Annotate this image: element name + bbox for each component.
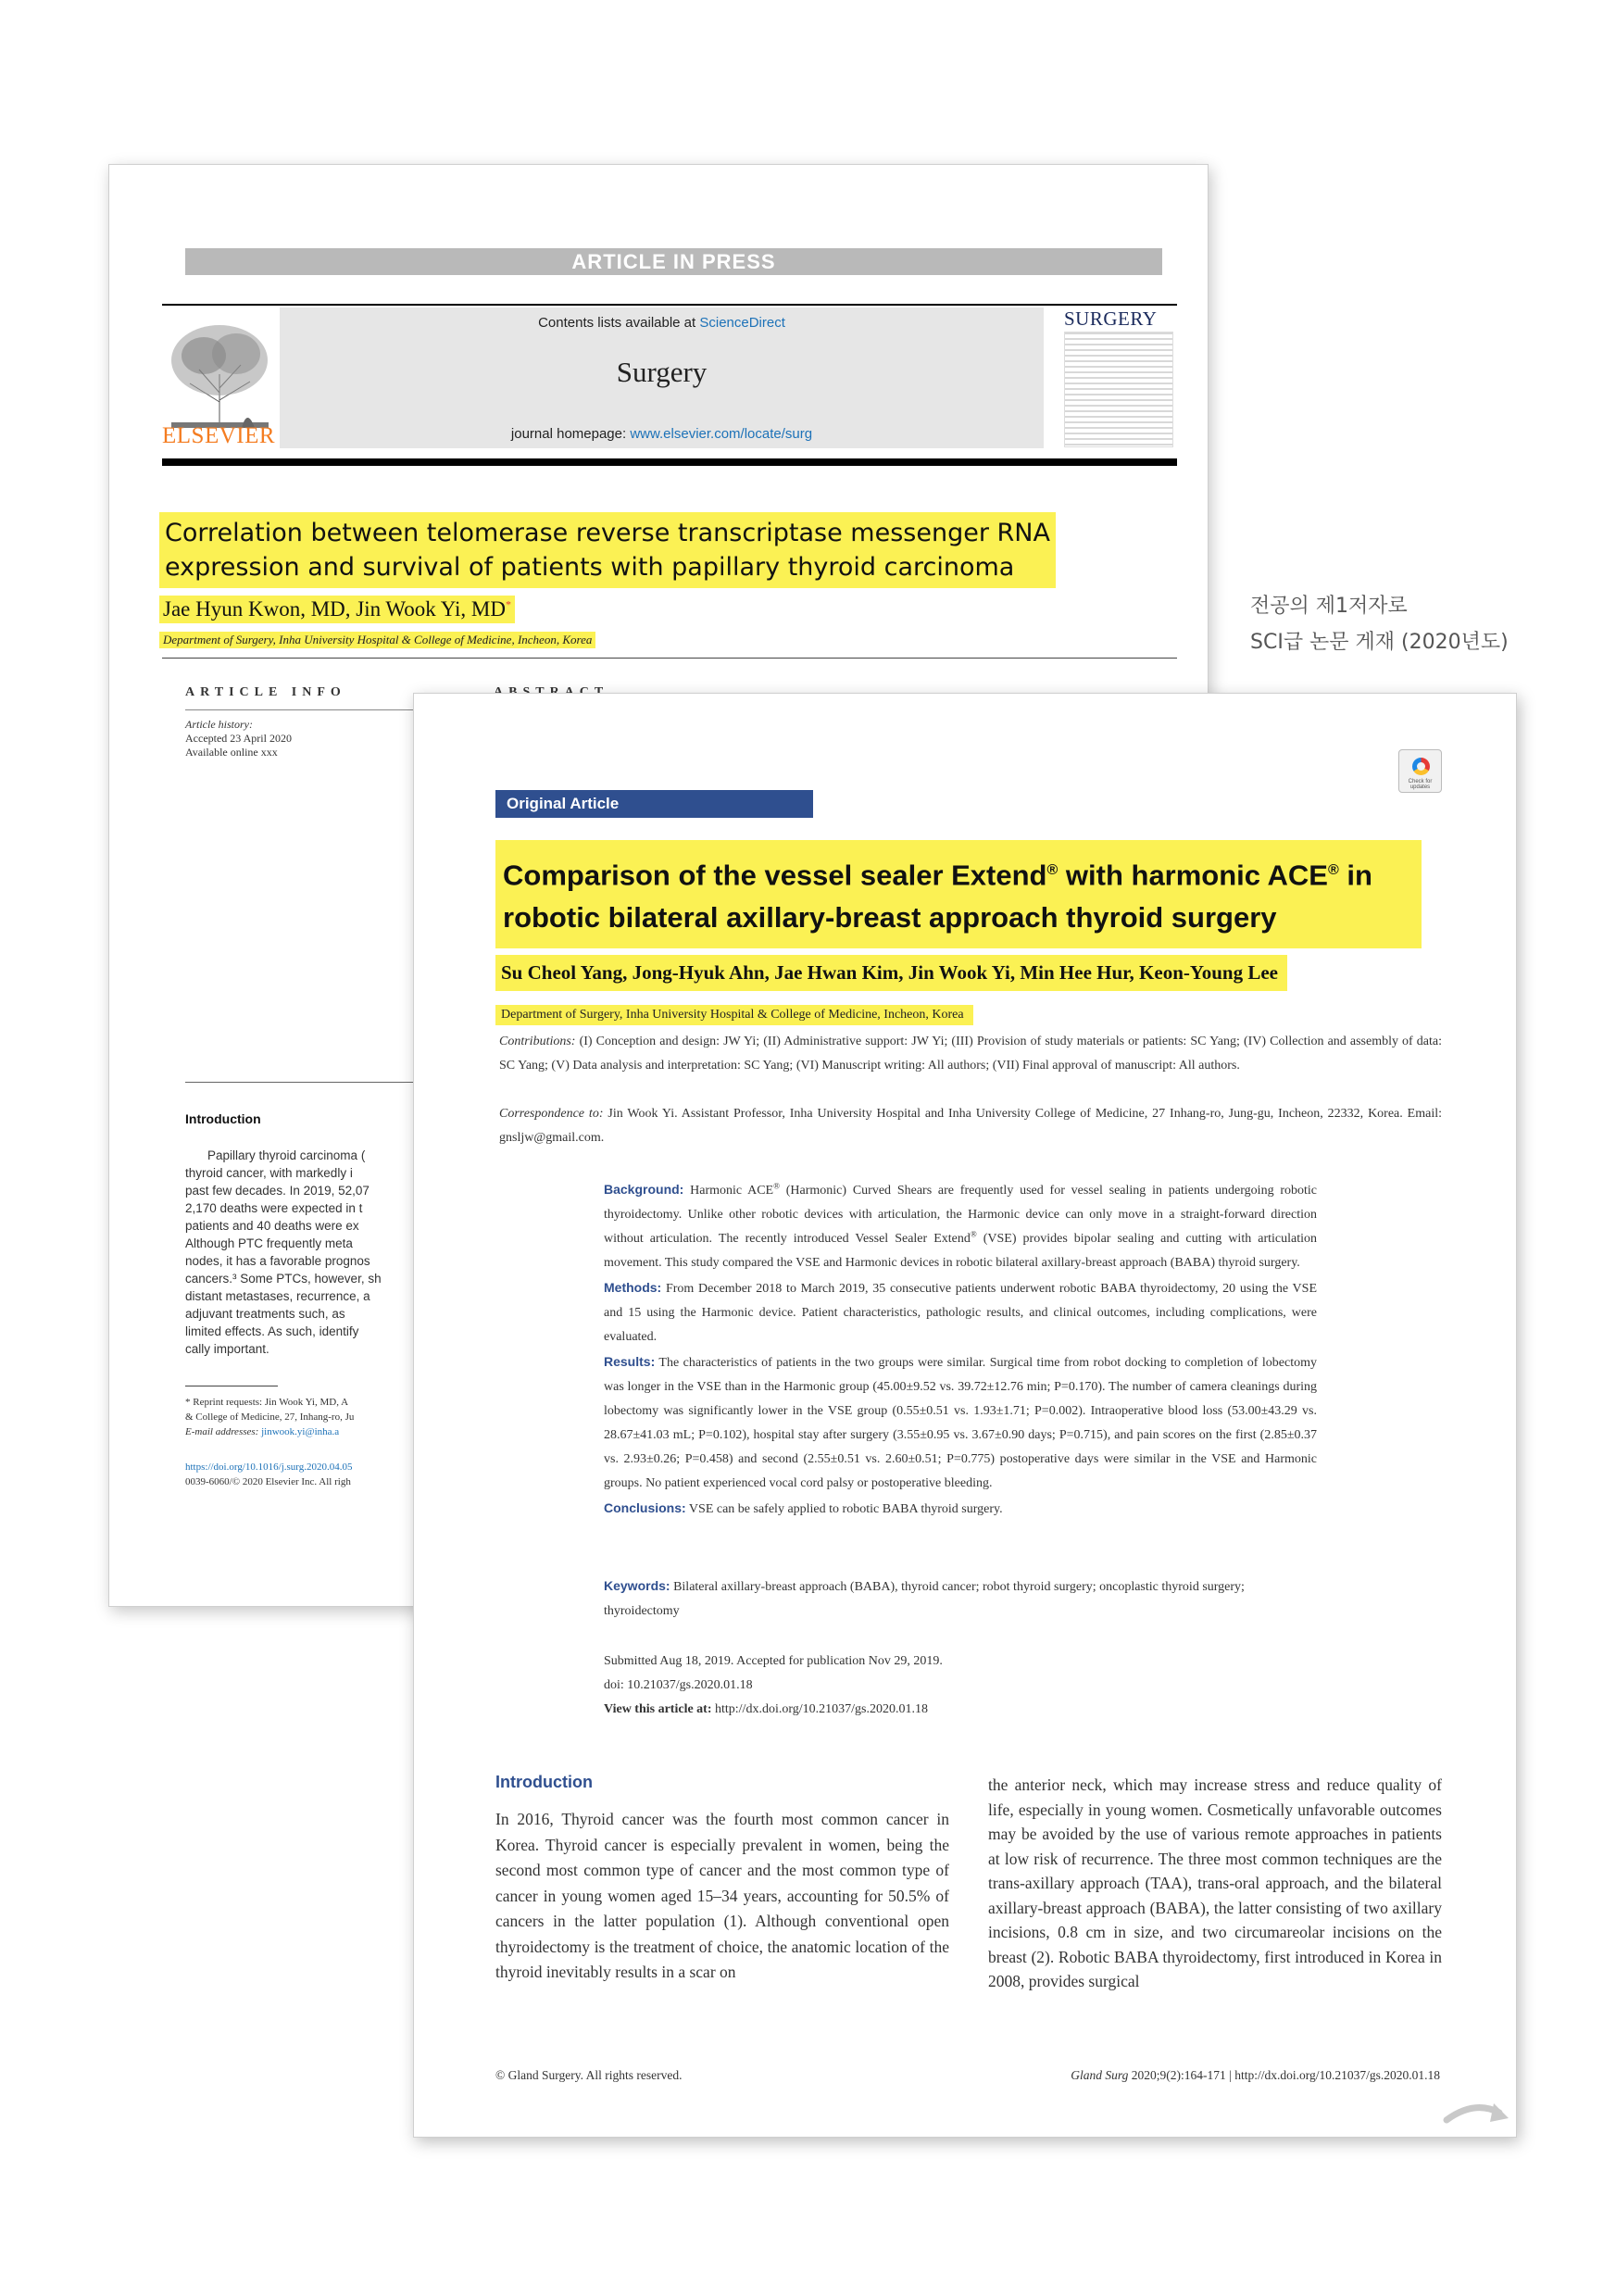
front-article-affiliation: Department of Surgery, Inha University Hospital & College of Medicine, Incheon, Korea [495,1005,973,1025]
back-title-line2: expression and survival of patients with papillary thyroid carcinoma [165,553,1015,582]
background-text-c: (VSE) provides bipolar sealing and cutting with articulation movement. This study compared the VSE and Harmonic devices in robotic bilateral axillary-breast approach (BABA) thyroid surgery. [604,1232,1317,1270]
background-label: Background: [604,1182,684,1197]
elsevier-tree-logo-icon [162,319,278,434]
back-article-authors [159,596,515,623]
homepage-link[interactable]: www.elsevier.com/locate/surg [630,426,813,442]
correspondence-label: Correspondence to: [499,1107,604,1121]
intro-line: Although PTC frequently meta [185,1236,353,1250]
article-history [185,718,292,759]
abstract-block [604,1177,1317,1522]
conclusions-label: Conclusions: [604,1500,686,1515]
registered-mark: ® [1327,862,1339,878]
methods-label: Methods: [604,1280,662,1295]
intro-line: limited effects. As such, identify [185,1324,359,1338]
keywords-label: Keywords: [604,1578,670,1593]
intro-line: thyroid cancer, with markedly i [185,1166,353,1180]
front-article-title [495,840,1422,948]
submission-info [604,1650,943,1722]
abstract-methods [604,1275,1317,1349]
keywords-text: Bilateral axillary-breast approach (BABA), thyroid cancer; robot thyroid surgery; oncoplastic thyroid surgery; thyroidectomy [604,1580,1245,1618]
abstract-conclusions [604,1496,1317,1522]
article-info-heading: ARTICLE INFO [185,685,346,699]
abstract-background [604,1177,1317,1275]
title-part1: Comparison of the vessel sealer Extend [503,859,1047,892]
intro-line: past few decades. In 2019, 52,07 [185,1184,370,1198]
back-doi-link[interactable]: https://doi.org/10.1016/j.surg.2020.04.05 [185,1462,353,1473]
intro-line: distant metastases, recurrence, a [185,1289,370,1303]
header-rule [162,458,1177,466]
reprint-line: & College of Medicine, 27, Inhang-ro, Ju [185,1411,355,1423]
journal-title: Surgery [616,356,708,388]
footer-journal: Gland Surg [1071,2068,1129,2082]
view-url-link[interactable]: http://dx.doi.org/10.21037/gs.2020.01.18 [715,1702,928,1716]
background-text-b: (Harmonic) Curved Shears are frequently used for vessel sealing in patients undergoing robotic thyroidectomy. Unlike other robotic devices with articulation, the Harmonic device can only move in a straight-forward direction without articulation. The recently introduced Vessel Sealer Extend [604,1184,1318,1246]
article-in-press-banner: ARTICLE IN PRESS [185,248,1162,275]
homepage-line [280,426,1044,442]
check-for-updates-badge[interactable] [1398,749,1442,793]
intro-line: adjuvant treatments such, as [185,1307,345,1321]
contents-line [280,315,1044,331]
view-article-line [604,1698,943,1722]
back-article-title [159,512,1056,588]
back-copyright: 0039-6060/© 2020 Elsevier Inc. All righ [185,1476,351,1487]
correspondence [499,1102,1442,1150]
contributions-text: (I) Conception and design: JW Yi; (II) Administrative support: JW Yi; (III) Provision of study materials or patients: SC Yang; (IV) Collection and assembly of data: SC Yang; (V) Data analysis and interpretation: SC Yang; (VI) Manuscript writing: All authors; (VII) Final approval of manuscript: All authors. [499,1035,1443,1073]
back-intro-heading: Introduction [185,1111,261,1126]
caption-line1: 전공의 제1저자로 [1250,595,1408,618]
view-label: View this article at: [604,1702,712,1716]
check-updates-label: Check for updates [1408,779,1433,790]
front-article-page [413,693,1517,2138]
footer-citation [1071,2068,1440,2083]
check-updates-icon [1412,758,1430,775]
abstract-results [604,1349,1317,1496]
back-doi-block [185,1460,353,1489]
intro-line: cally important. [185,1342,269,1356]
intro-line: 2,170 deaths were expected in t [185,1201,363,1215]
footer-citation-text: 2020;9(2):164-171 | http://dx.doi.org/10.21037/gs.2020.01.18 [1128,2068,1440,2082]
submitted-dates: Submitted Aug 18, 2019. Accepted for publication Nov 29, 2019. [604,1654,943,1668]
journal-header-box [280,307,1044,448]
divider [162,658,1177,659]
front-article-authors: Su Cheol Yang, Jong-Hyuk Ahn, Jae Hwan Kim, Jin Wook Yi, Min Hee Hur, Keon-Young Lee [495,955,1287,991]
title-part3: in robotic bilateral axillary-breast approach thyroid surgery [503,859,1372,935]
email-link[interactable]: jinwook.yi@inha.a [261,1426,340,1437]
reprint-line: * Reprint requests: Jin Wook Yi, MD, A [185,1397,349,1408]
intro-column-right: the anterior neck, which may increase stress and reduce quality of life, especially in young women. Cosmetically unfavorable outcomes may be avoided by the use of various remote approaches in patients at low risk of recurrence. The three most common techniques are the trans-axillary approach (TAA), trans-oral approach, and the bilateral axillary-breast approach (BABA), the latter consisting of two axillary incisions, 0.8 cm in size, and two circumareolar incisions on the breast (2). Robotic BABA thyroidectomy, first introduced in Korea in 2008, provides surgical [988,1775,1442,1990]
conclusions-text: VSE can be safely applied to robotic BABA thyroid surgery. [688,1502,1003,1516]
journal-cover-thumbnail [1064,332,1173,447]
intro-column-left: In 2016, Thyroid cancer was the fourth most common cancer in Korea. Thyroid cancer is especially prevalent in women, being the second most common type of cancer and the most common type of cancer in young women aged 15–34 years, accounting for 50.5% of cancers in the latter population (1). Although conventional open thyroidectomy is the treatment of choice, the anatomic location of the thyroid inevitably results in a scar on [495,1810,949,1981]
back-title-line1: Correlation between telomerase reverse transcriptase messenger RNA [165,519,1050,547]
registered-mark: ® [1046,862,1059,878]
results-label: Results: [604,1354,656,1369]
correspondence-text: Jin Wook Yi. Assistant Professor, Inha University Hospital and Inha University College of Medicine, 27 Inhang-ro, Jung-gu, Incheon, 22332, Korea. Email: gnsljw@gmail.com. [499,1107,1443,1145]
email-label: E-mail addresses: [185,1426,259,1437]
keywords [604,1574,1317,1624]
accepted-date: Accepted 23 April 2020 [185,732,292,745]
contributions-label: Contributions: [499,1035,576,1048]
back-article-affiliation: Department of Surgery, Inha University Hospital & College of Medicine, Incheon, Korea [159,632,595,648]
front-doi: doi: 10.21037/gs.2020.01.18 [604,1678,753,1692]
journal-header [162,304,1177,448]
history-label: Article history: [185,718,253,731]
homepage-prefix: journal homepage: [510,426,627,442]
korean-caption [1250,588,1509,660]
background-text-a: Harmonic ACE [690,1184,774,1198]
intro-line: Papillary thyroid carcinoma ( [207,1148,366,1162]
back-authors-text: Jae Hyun Kwon, MD, Jin Wook Yi, MD [163,597,506,621]
available-online: Available online xxx [185,746,278,759]
author-mark: * [506,597,511,611]
contributions [499,1030,1442,1078]
intro-line: cancers.³ Some PTCs, however, sh [185,1272,382,1286]
registered-mark: ® [773,1181,780,1191]
sciencedirect-link[interactable]: ScienceDirect [699,315,785,331]
caption-line2: SCI급 논문 게재 (2020년도) [1250,631,1509,654]
registered-mark: ® [970,1229,977,1239]
intro-line: nodes, it has a favorable prognos [185,1254,370,1268]
footer-copyright: © Gland Surgery. All rights reserved. [495,2068,683,2082]
surgery-journal-brand: SURGERY [1064,307,1158,330]
page-curl-arrow-icon [1442,2083,1516,2138]
contents-prefix: Contents lists available at [538,315,696,331]
methods-text: From December 2018 to March 2019, 35 consecutive patients underwent robotic BABA thyroidectomy, 20 using the VSE and 15 using the Harmonic device. Patient characteristics, pathologic results, and clinical outcomes, including complications, were evaluated. [604,1282,1318,1344]
intro-line: patients and 40 deaths were ex [185,1219,359,1233]
article-type-badge: Original Article [495,790,813,818]
elsevier-wordmark: ELSEVIER [162,423,276,448]
results-text: The characteristics of patients in the two groups were similar. Surgical time from robot docking to completion of lobectomy was longer in the VSE than in the Harmonic group (45.00±9.52 vs. 39.72±12.76 min; P=0.170). The number of camera cleanings during lobectomy was significantly lower in the VSE group (0.55±0.51 vs. 1.93±1.71; P=0.002). Intraoperative blood loss (53.00±43.29 vs. 28.67±41.03 mL; P=0.102), hospital stay after surgery (3.55±0.95 vs. 3.67±0.90 days; P=0.715), and pain scores on the first (2.85±0.37 vs. 2.93±0.26; P=0.458) and second (2.55±0.51 vs. 2.60±0.51; P=0.775) postoperative days were similar in the VSE and Harmonic groups. No patient experienced vocal cord palsy or postoperative bleeding. [604,1356,1317,1490]
title-part2: with harmonic ACE [1058,859,1328,892]
front-intro-heading: Introduction [495,1773,593,1791]
